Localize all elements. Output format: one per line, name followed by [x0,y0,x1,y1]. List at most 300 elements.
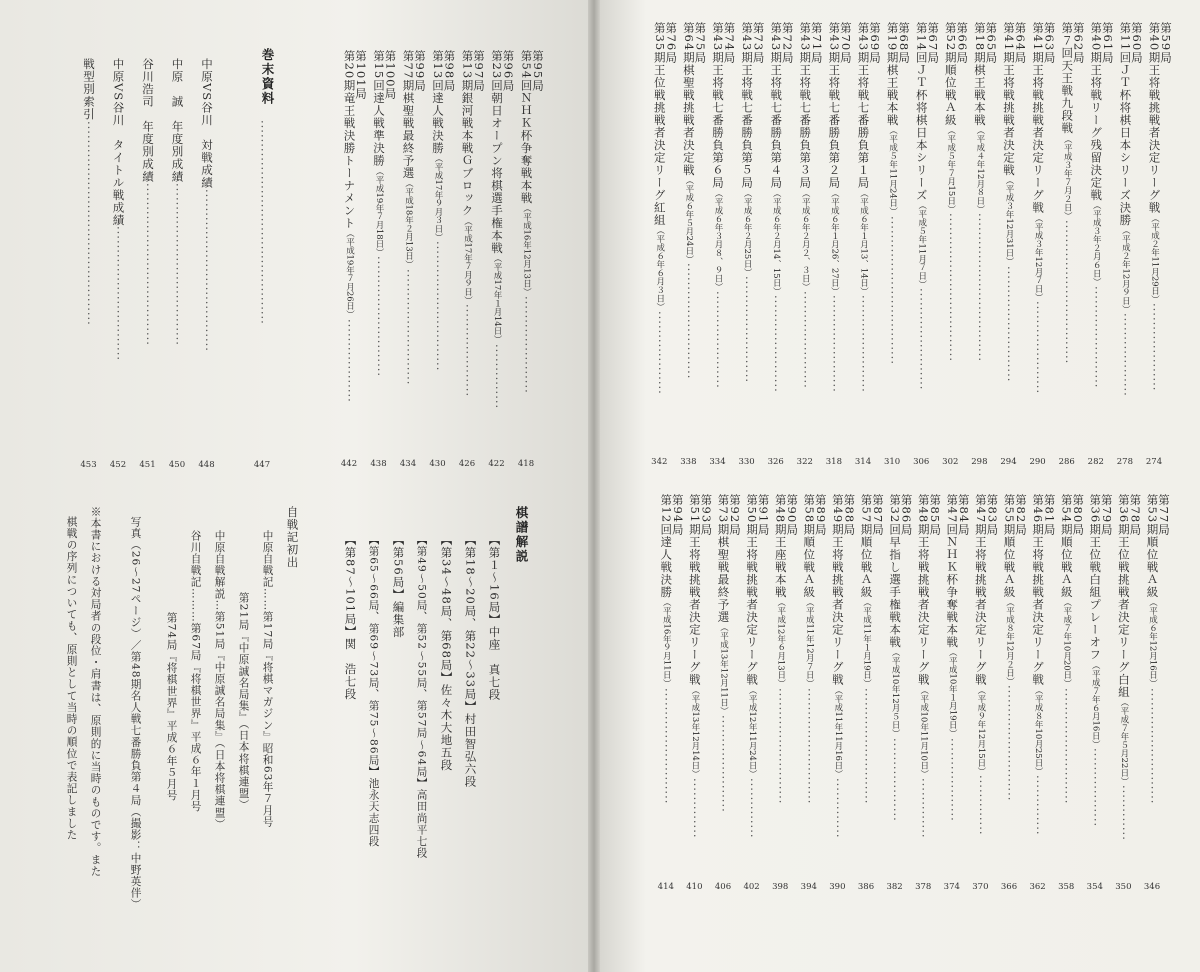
source-line: 中原自戦解説…第51局『中原誠名局集』（日本将棋連盟） [213,530,226,831]
game-number: 第97局 [472,50,486,92]
game-date: （平成９年12月15日） [975,685,986,776]
toc-entry [1089,494,1112,827]
game-date: （平成６年６月３日） [654,226,665,312]
game-date: （平成10年11月10日） [918,685,929,778]
game-number: 第77局 [1157,494,1171,536]
page-number: 322 [796,457,813,467]
source-line: 第21局『中原誠名局集』（日本将棋連盟） [237,592,250,811]
leader-dots: ··································· [200,188,214,352]
game-number: 第65局 [984,22,999,64]
game-title: 第19期棋王戦本戦 [885,22,900,127]
game-title: 第18期棋王戦本戦 [972,22,987,127]
leader-dots: ····················· [711,290,725,389]
game-title: 第15回達人戦準決勝 [372,50,386,167]
footnote-line: 棋戦の序列についても、原則として当時の順位で表記しました [65,516,78,841]
page-number: 350 [1115,882,1132,892]
leader-dots: ························· [1002,265,1016,383]
leader-dots: ································ [943,213,958,363]
game-title: 第57期順位戦Ａ級 [859,494,874,599]
game-title: 第73期棋聖戦最終予選 [716,494,731,624]
game-date: （平成６年１月26、27日） [829,188,840,296]
toc-entry [799,22,822,388]
page-number: 394 [800,882,817,892]
toc-entry [1032,22,1055,394]
toc-entry [857,22,880,393]
game-number: 第96局 [501,50,516,92]
toc-entry [1090,22,1113,389]
game-title: 第43期王将戦七番勝負第３局 [798,22,813,189]
game-number: 第74局 [722,22,737,64]
page-number: 370 [972,882,989,892]
toc-entry [973,494,1000,836]
game-title: 第11回ＪＴ杯将棋日本シリーズ決勝 [1118,22,1133,227]
toc-entry [1003,22,1026,382]
game-date: （平成７年５月22日） [1118,698,1129,786]
game-number: 第76局 [664,22,679,64]
game-number: 第91局 [756,494,771,536]
page-number: 448 [198,460,215,470]
page-number: 434 [399,459,417,469]
game-date: （平成13年12月11日） [718,623,729,716]
game-title: 第43期王将戦七番勝負第４局 [769,22,784,189]
game-number: 第60局 [1129,22,1144,64]
page-number: 326 [767,457,784,467]
game-number: 第90局 [785,494,800,536]
page-number: 354 [1086,882,1103,892]
game-date: （平成４年12月８日） [974,126,985,214]
game-date: （平成19年７月26日） [344,229,355,319]
game-date: （平成５年７月15日） [945,126,956,214]
commentary-line: 【第34～48局、第68局】佐々木大地五段 [439,534,454,772]
game-date: （平成16年12月13日） [521,204,532,297]
toc-entry [373,50,396,377]
toc-entry [860,494,883,804]
page-number: 318 [825,457,843,467]
game-number: 第79局 [1099,494,1114,536]
game-title: 第50期王将戦挑戦者決定リーグ戦 [745,494,760,686]
page-number: 430 [429,459,446,469]
page-number: 410 [686,882,703,892]
page-number: 278 [1116,457,1134,467]
game-title: 第43期王将戦七番勝負第２局 [827,22,842,189]
toc-entry [1032,494,1055,836]
page-number: 450 [168,460,186,470]
page-number: 418 [517,459,535,469]
toc-entry [828,22,851,393]
leader-dots: ······················ [914,288,929,391]
game-title: 第23回朝日オープン将棋選手権本戦 [490,50,504,255]
leader-dots: ····················· [856,295,871,394]
page-number: 286 [1058,457,1075,467]
game-date: （平成３年12月７日） [1033,213,1044,301]
toc-entry [660,494,683,804]
game-title: 第40期王将戦挑戦者決定リーグ戦 [1147,22,1162,214]
appendix-title: 戦型別索引 [82,58,96,121]
game-date: （平成11年１月19日） [861,598,872,688]
game-title: 第43期王将戦七番勝負第１局 [856,22,871,189]
game-date: （平成６年２月２、３日） [800,188,811,291]
game-number: 第101局 [354,50,368,100]
game-title: 第54回ＮＨＫ杯争奪戦本戦 [519,50,534,205]
game-title: 第36期王位戦白組プレーオフ [1088,494,1103,661]
leader-dots: ····················· [519,296,534,394]
game-number: 第73局 [751,22,766,64]
leader-dots: ······························· [1060,219,1075,364]
game-number: 第98局 [442,50,457,92]
game-title: 第14回ＪＴ杯将棋日本シリーズ [914,22,929,202]
footnote-line: ※本書における対局者の段位・肩書は、原則的に当時のものです。また [89,506,102,878]
game-date: （平成11年11月16日） [832,685,843,778]
page-number: 422 [488,459,505,469]
game-number: 第66局 [955,22,970,64]
appendix-item [83,58,95,325]
appendix-item [112,58,124,361]
commentary-heading: 棋譜解説 [514,506,529,564]
leader-dots: ························· [1059,687,1074,805]
page-number: 386 [857,882,875,892]
leader-dots: ····················· [827,295,842,394]
leader-dots: ························· [659,687,674,805]
page-number: 451 [139,460,156,470]
leader-dots: ····················· [798,290,813,389]
leader-dots: ································ [972,213,987,363]
page-number: 358 [1058,882,1075,892]
page-number: 298 [971,457,988,467]
toc-entry [520,50,543,394]
page-number: 346 [1143,882,1161,892]
game-title: 第46期王将戦挑戦者決定リーグ戦 [1031,494,1046,686]
game-title: 第49期王将戦挑戦者決定リーグ戦 [830,494,845,686]
game-date: （平成６年２月14、15日） [771,188,782,296]
page-number: 314 [854,457,872,467]
game-number: 第81局 [1042,494,1057,536]
toc-entry [943,22,970,363]
game-date: （平成６年１月13、14日） [858,188,869,296]
game-title: 第32回早指し選手権戦本戦 [888,494,903,649]
game-number: 第93局 [699,494,714,536]
game-number: 第68局 [897,22,912,64]
toc-entry [770,22,793,393]
page-number: 406 [714,882,732,892]
appendix-item [171,58,183,346]
game-title: 第13回達人戦決勝 [431,50,445,155]
game-title: 第40期王将戦リーグ残留決定戦 [1089,22,1104,202]
game-date: （平成５年11月７日） [916,201,927,289]
toc-entry [432,50,455,372]
leader-dots: ············· [687,777,702,839]
page-number: 374 [943,882,960,892]
page-number: 452 [109,460,127,470]
commentary-line: 【第１～16局】中座 真七段 [487,534,502,701]
source-line: 第74局『将棋世界』平成６年５月号 [165,612,178,802]
appendix-title: 中原 誠 年度別成績 [170,58,185,183]
game-title: 第35期王位戦挑戦者決定リーグ紅組 [652,22,667,227]
game-number: 第71局 [809,22,824,64]
leader-dots: ····························· [111,226,126,362]
game-number: 第85局 [928,494,943,536]
game-title: 第７回天王戦九段戦 [1060,22,1075,135]
game-title: 第51期王将戦挑戦者決定リーグ戦 [687,494,702,686]
leader-dots: ························· [1002,685,1017,802]
game-date: （平成17年９月３日） [433,154,443,242]
toc-entry [717,494,740,813]
leader-dots: ·················· [945,737,960,822]
book-gutter [588,0,600,972]
game-title: 第48期王将戦挑戦者決定リーグ戦 [916,494,931,686]
game-title: 第48期王座戦本戦 [773,494,788,599]
game-title: 第41期王将戦挑戦者決定戦 [1002,22,1016,177]
page-number: 390 [829,882,846,892]
leader-dots: ··································· [170,183,185,346]
game-date: （平成３年２月６日） [1091,201,1102,287]
toc-entry [746,494,769,838]
leader-dots: ···················· [460,303,475,398]
game-number: 第72局 [780,22,795,64]
leader-dots: ·················· [652,311,667,395]
game-number: 第88局 [842,494,857,536]
toc-entry [1119,22,1142,397]
toc-entry [343,50,366,403]
leader-dots: ············· [1031,775,1046,836]
game-date: （平成５年11月24日） [887,126,898,216]
leader-dots: ············ [1116,785,1131,842]
game-date: （平成６年５月24日） [683,176,694,264]
toc-entry [402,50,425,385]
leader-dots: ············· [973,775,988,836]
page-number: 302 [942,457,959,467]
game-number: 第63局 [1042,22,1057,64]
leader-dots: ·················· [1118,313,1133,398]
leader-dots: ···················· [1031,300,1046,395]
page-number: 442 [340,459,358,469]
page-number: 362 [1029,882,1046,892]
game-number: 第99局 [413,50,427,92]
leader-dots: ·························· [372,256,386,378]
game-number: 第75局 [693,22,708,64]
sources-heading: 自戦記初出 [285,506,300,569]
game-number: 第67局 [926,22,941,64]
game-number: 第84局 [956,494,971,536]
game-number: 第64局 [1013,22,1028,64]
source-line: 谷川自戦記………第67局『将棋世界』平成６年１月号 [189,530,202,813]
game-number: 第92局 [728,494,742,536]
commentary-line: 【第56局】編集部 [391,534,406,639]
page-number: 426 [458,459,476,469]
leader-dots: ························· [681,263,696,380]
page-number: 274 [1145,457,1163,467]
game-date: （平成11年12月７日） [804,598,815,688]
game-title: 第20期竜王戦決勝トーナメント [342,50,357,230]
toc-entry [1148,22,1171,392]
game-number: 第95局 [531,50,545,92]
toc-entry [1003,494,1026,802]
game-date: （平成17年７月９日） [462,216,473,304]
page-number: 447 [253,460,271,470]
leader-dots: ···························· [431,241,445,372]
page-number: 378 [915,882,932,892]
photo-credit: 写真（26～27ページ）／第48期名人戦七番勝負第４局（撮影：中野英伴） [129,516,142,911]
game-title: 第53期順位戦Ａ級 [1145,494,1160,599]
toc-entry [741,22,764,383]
page-number: 402 [743,882,760,892]
game-title: 第58期順位戦Ａ級 [802,494,817,599]
page-number: 338 [680,457,697,467]
game-date: （平成３年７月２日） [1062,134,1073,220]
leader-dots: ················· [1088,747,1103,828]
game-title: 第43期王将戦七番勝負第６局 [711,22,725,189]
appendix-item [201,58,213,352]
game-title: 第12回達人戦決勝 [659,494,674,599]
toc-entry [461,50,484,397]
appendix-heading: 巻末資料 [260,48,275,106]
toc-entry [885,22,912,365]
game-date: （平成７年10月20日） [1061,598,1072,688]
game-date: （平成８年10月25日） [1033,685,1044,776]
game-title: 第54期順位戦Ａ級 [1059,494,1074,599]
game-number: 第83局 [985,494,1000,536]
page-number: 453 [80,460,97,470]
page-number: 398 [772,882,789,892]
toc-entry [972,22,999,363]
page-number: 366 [1000,882,1018,892]
toc-entry [681,22,708,380]
toc-entry [889,494,912,822]
toc-entry [1061,22,1084,364]
leader-dots: ························· [802,687,817,805]
game-date: （平成13年12月14日） [689,685,700,778]
leader-dots: ······················ [1089,286,1104,389]
game-title: 第36期王位戦挑戦者決定リーグ白組 [1116,494,1131,699]
commentary-line: 【第49～50局、第52～55局、第57局～64局】高田尚平七段 [415,534,428,859]
leader-dots: ··································· [141,183,155,346]
page-number: 414 [657,882,674,892]
leader-dots: ························· [401,268,416,386]
page-number: 438 [370,459,387,469]
commentary-line: 【第87～101局】関 浩七段 [343,534,358,701]
game-number: 第78局 [1128,494,1143,536]
toc-entry [1146,494,1169,804]
toc-entry [712,22,735,388]
commentary-line: 【第18～20局、第22～33局】村田智弘六段 [463,534,478,789]
toc-entry [491,50,514,409]
leader-dots: ····················· [769,295,784,394]
game-date: （平成３年12月31日） [1004,176,1014,266]
leader-dots: ························· [773,687,788,805]
page-number: 306 [913,457,930,467]
page-number: 294 [1000,457,1017,467]
game-number: 第59局 [1159,22,1173,64]
source-line: 中原自戦記……第17局『将棋マガジン』昭和63年７月号 [261,530,274,828]
game-date: （平成８年12月２日） [1004,598,1015,686]
toc-entry [916,494,943,839]
leader-dots: ············································ [82,120,96,326]
game-title: 第47期王将戦挑戦者決定リーグ戦 [973,494,988,686]
leader-dots: ······················· [740,275,755,384]
leader-dots: ············· [830,777,845,839]
leader-dots: ············································ [255,120,270,325]
game-date: （平成10年12月５日） [890,648,901,738]
game-date: （平成17年１月14日） [492,254,502,344]
leader-dots: ································ [885,215,900,365]
leader-dots: ·················· [342,318,357,403]
leader-dots: ·················· [888,737,903,822]
leader-dots: ············· [745,777,760,839]
toc-entry [946,494,969,822]
appendix-item [256,120,268,325]
page-number: 282 [1087,457,1104,467]
appendix-title: 中原VS谷川 タイトル戦成績 [111,58,126,227]
game-date: （平成18年２月13日） [403,179,414,269]
leader-dots: ····················· [716,715,731,813]
game-number: 第70局 [838,22,853,64]
toc-entry [773,494,800,805]
toc-entry [652,22,679,395]
leader-dots: ··················· [1147,303,1162,392]
game-date: （平成16年９月11日） [661,598,672,688]
page-number: 342 [651,457,668,467]
game-number: 第87局 [871,494,885,536]
game-title: 第64期棋聖戦挑戦者決定戦 [681,22,696,177]
game-date: （平成12年６月13日） [775,598,786,688]
commentary-line: 【第65～66局、第69～73局、第75～86局】池永天志四段 [367,534,380,848]
game-title: 第47回ＮＨＫ杯争奪戦本戦 [945,494,960,649]
toc-entry [687,494,714,839]
game-date: （平成10年１月19日） [947,648,958,738]
game-date: （平成７年６月16日） [1090,660,1101,748]
game-title: 第13期銀河戦本戦Ｇブロック [460,50,475,217]
page-number: 310 [883,457,901,467]
game-date: （平成２年12月９日） [1120,226,1131,314]
game-number: 第62局 [1071,22,1086,64]
game-date: （平成６年３月８、９日） [713,188,723,291]
game-date: （平成６年12月16日） [1147,598,1158,688]
leader-dots: ························· [1145,687,1160,805]
game-title: 第41期王将戦挑戦者決定リーグ戦 [1031,22,1046,214]
game-date: （平成12年11月24日） [747,685,758,778]
game-number: 第69局 [868,22,882,64]
game-number: 第94局 [670,494,685,536]
toc-entry [830,494,857,839]
page-number: 330 [738,457,755,467]
game-number: 第61局 [1100,22,1115,64]
game-title: 第55期順位戦Ａ級 [1002,494,1017,599]
page-number: 290 [1029,457,1046,467]
game-title: 第52期順位戦Ａ級 [943,22,958,127]
page-number: 382 [886,882,903,892]
game-number: 第100局 [383,50,398,100]
appendix-title: 中原VS谷川 対戦成績 [200,58,214,189]
toc-entry [1116,494,1143,842]
game-number: 第80局 [1071,494,1086,536]
game-number: 第89局 [813,494,828,536]
game-number: 第82局 [1014,494,1028,536]
toc-entry [803,494,826,804]
appendix-item [142,58,154,346]
game-date: （平成19年７月18日） [374,166,384,257]
toc-entry [914,22,941,391]
game-title: 第77期棋聖戦最終予選 [401,50,416,180]
leader-dots: ············· [916,777,931,839]
leader-dots: ························· [859,687,874,805]
leader-dots: ·············· [490,343,504,409]
page-number: 334 [709,457,726,467]
game-number: 第86局 [899,494,914,536]
game-date: （平成２年11月29日） [1149,213,1160,304]
game-title: 第43期王将戦七番勝負第５局 [740,22,755,189]
toc-entry [1059,494,1086,805]
appendix-title: 谷川浩司 年度別成績 [141,58,155,183]
game-date: （平成６年２月25日） [742,188,753,276]
